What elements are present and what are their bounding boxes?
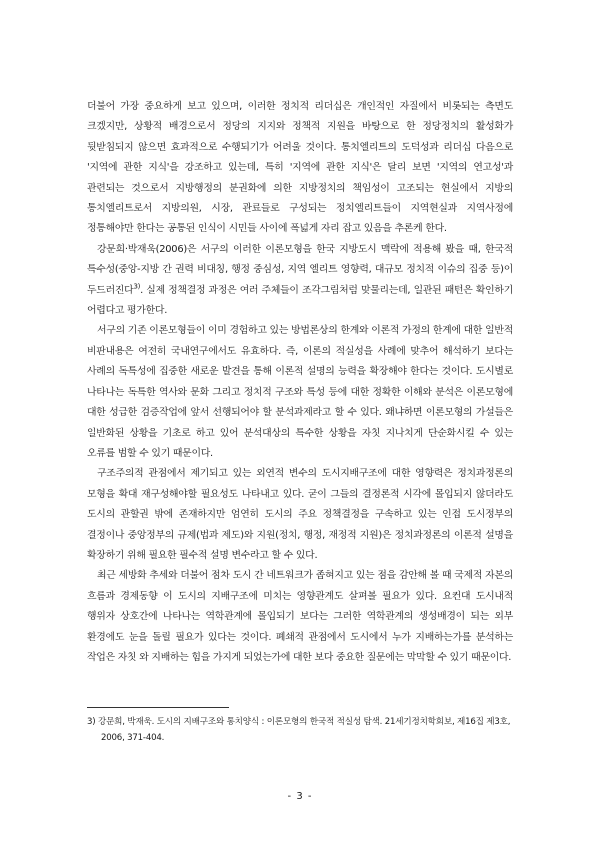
footnote [87, 714, 531, 746]
page-number: - 3 - [287, 791, 313, 802]
paragraph-3: 서구의 기존 이론모형들이 이미 경험하고 있는 방법론상의 한계와 이론적 가정의 한계에 대한 일반적 비판내용은 여전히 국내연구에서도 유효하다. 즉, 이론의 적실성을 사례에 맞추어 해석하기 보다는 사례의 독특성에 집중한 새로운 발견을 통해 이론적 설명의 능력을 확장해야 한다는 것이다. 도시별로 나타나는 독특한 역사와 문화 그리고 정치적 구조와 특성 등에 대한 정확한 이해와 분석은 이론모형에 대한 성급한 검증작업에 앞서 선행되어야 할 분석과제라고 할 수 있다. 왜냐하면 이론모형의 가설들은 일반화된 상황을 기초로 하고 있어 분석대상의 특수한 상황을 자칫 지나치게 단순화시킬 수 있는 오류를 범할 수 있기 때문이다. [87, 325, 513, 459]
paragraph-4: 구조주의적 관점에서 제기되고 있는 외연적 변수의 도시지배구조에 대한 영향력은 정치과정론의 모형을 확대 재구성해야할 필요성도 나타내고 있다. 굳이 그들의 결정론적 시각에 몰입되지 않더라도 도시의 관할권 밖에 존재하지만 엄연히 도시의 주요 정책결정을 구속하고 있는 인접 도시정부의 결정이나 중앙정부의 규제(법과 제도)와 지원(정치, 행정, 재정적 지원)은 정치과정론의 이론적 설명을 확장하기 위해 필요한 필수적 설명 변수라고 할 수 있다. [87, 468, 513, 561]
paragraph-5: 최근 세방화 추세와 더불어 점차 도시 간 네트워크가 좁혀지고 있는 점을 감안해 볼 때 국제적 자본의 흐름과 경제동향 이 도시의 지배구조에 미치는 영향관계도 살펴볼 필요가 있다. 요컨대 도시내적 행위자 상호간에 나타나는 역학관계에 몰입되기 보다는 그러한 역학관계의 생성배경이 되는 외부 환경에도 눈을 돌릴 필요가 있다는 것이다. 폐쇄적 관점에서 도시에서 누가 지배하는가를 분석하는 작업은 자칫 와 지배하는 힘을 가지게 되었는가에 대한 보다 중요한 질문에는 막막할 수 있기 때문이다. [87, 570, 513, 663]
paragraph-2 [87, 240, 513, 322]
body-text [87, 97, 513, 668]
footnote-divider [87, 707, 229, 708]
paragraph-2-text-b: . 실제 정책결정 과정은 여러 주체들이 조각그림처럼 맞물리는데, 일관된 패턴은 확인하기 어렵다고 평가한다. [87, 284, 513, 317]
footnote-reference[interactable]: 3) [133, 282, 141, 291]
footnote-text: 강문희, 박재욱. 도시의 지배구조와 통치양식 : 이론모형의 한국적 적실성 탐색. 21세기정치학회보, 제16집 제3호, 2006, 371-404. [97, 717, 511, 743]
paragraph-1: 더불어 가장 중요하게 보고 있으며, 이러한 정치적 리더십은 개인적인 자질에서 비롯되는 측면도 크겠지만, 상황적 배경으로서 정당의 지지와 정책적 지원을 바탕으로 한 정당정치의 활성화가 뒷받침되지 않으면 효과적으로 수행되기가 어려울 것이다. 통치엘리트의 도덕성과 리더십 다음으로 '지역에 관한 지식'을 강조하고 있는데, 특히 '지역에 관한 지식'은 달리 보면 '지역의 연고성'과 관련되는 것으로서 지방행정의 분권화에 의한 지방정치의 책임성이 고조되는 현실에서 지방의 통치엘리트로서 지방의원, 시장, 관료들로 구성되는 정치엘리트들이 지역현실과 지역사정에 정통해야만 한다는 공통된 인식이 시민들 사이에 폭넓게 자리 잡고 있음을 추론케 한다. [87, 101, 513, 235]
paragraph-2-text-a: 강문희·박재욱(2006)은 서구의 이러한 이론모형을 한국 지방도시 맥락에 적용해 봤을 때, 한국적 특수성(중앙-지방 간 권력 비대칭, 행정 중심성, 지역 엘리트 영향력, 대규모 정치적 이슈의 집중 등)이 두드러진다 [87, 243, 513, 296]
footnote-marker: 3) [87, 717, 96, 727]
